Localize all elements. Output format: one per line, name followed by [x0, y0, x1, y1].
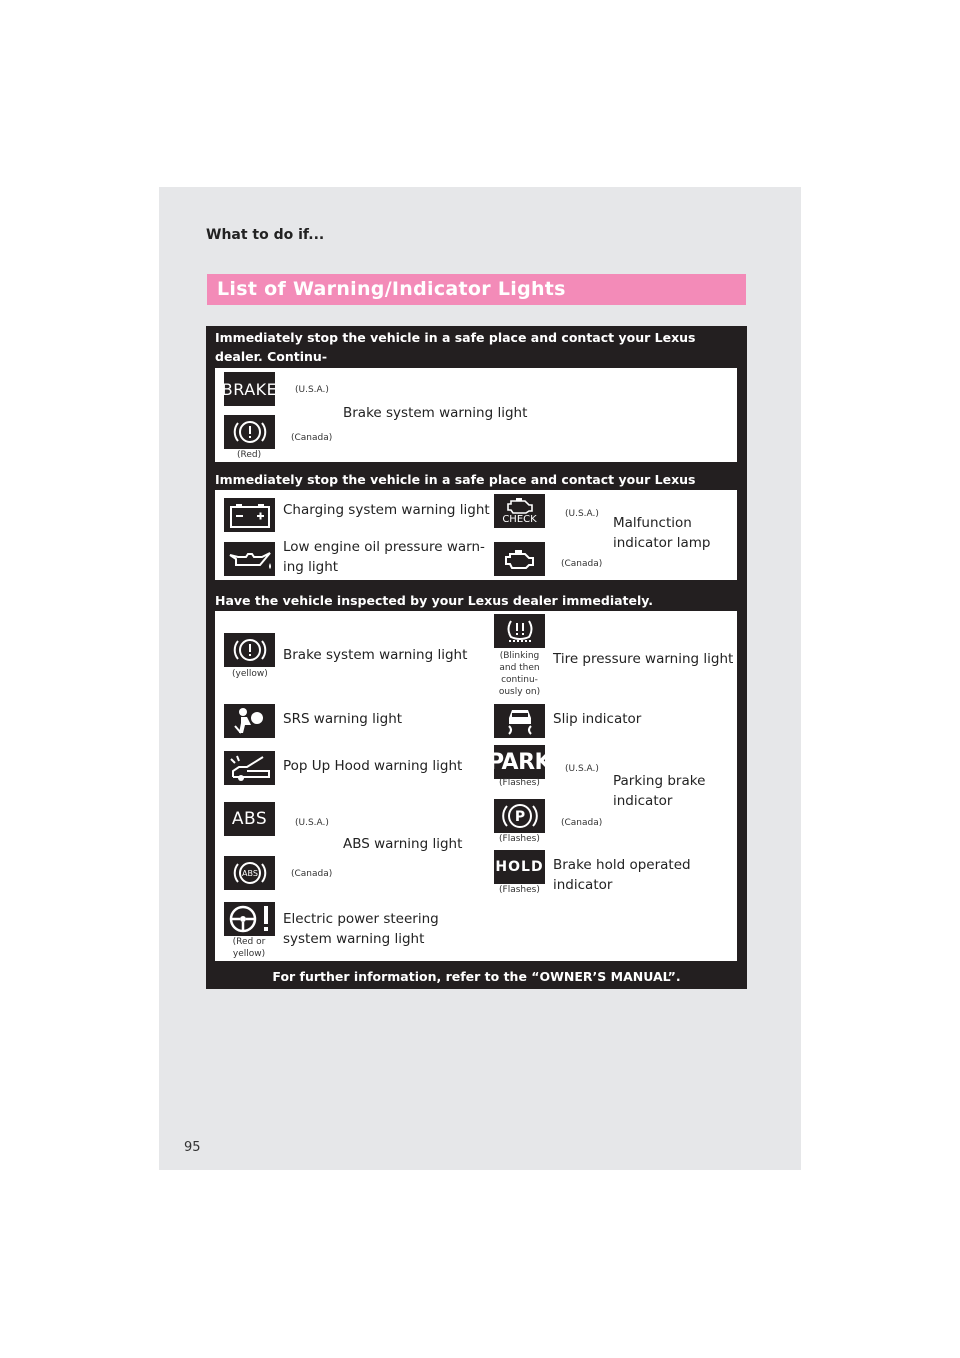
- hold-text: HOLD: [495, 859, 544, 875]
- power-steering-icon: [224, 902, 275, 936]
- brake-system-label-2: Brake system warning light: [283, 647, 468, 663]
- brake-system-label: Brake system warning light: [343, 405, 528, 421]
- charging-label: Charging system warning light: [283, 502, 490, 518]
- park-text: PARK: [487, 749, 552, 775]
- brake-warning-icon: [224, 415, 275, 449]
- note-canada: (Canada): [561, 559, 603, 569]
- tire-pressure-icon: [494, 614, 545, 648]
- note-red-or-yellow-line1: (Red or: [232, 937, 266, 947]
- oil-pressure-icon: [224, 542, 275, 576]
- section-title-bar: [207, 274, 746, 305]
- note-canada: (Canada): [291, 433, 333, 443]
- battery-icon: [224, 498, 275, 532]
- note-red: (Red): [237, 450, 262, 460]
- note-usa: (U.S.A.): [565, 764, 599, 774]
- abs-label: ABS warning light: [343, 836, 463, 852]
- note-red-or-yellow: [227, 936, 271, 960]
- note-yellow: (yellow): [232, 669, 268, 679]
- pop-up-hood-icon: [224, 751, 275, 785]
- parking-brake-icon: [494, 799, 545, 833]
- note-usa: (U.S.A.): [295, 385, 329, 395]
- oil-pressure-label-line2: ing light: [283, 559, 339, 575]
- abs-small-text: ABS: [241, 869, 258, 878]
- warning-lights-panel: [206, 326, 747, 989]
- section-title: List of Warning/Indicator Lights: [217, 278, 566, 300]
- srs-label: SRS warning light: [283, 711, 403, 727]
- hold-text-icon: [494, 850, 545, 884]
- note-red-or-yellow-line2: yellow): [232, 949, 266, 959]
- note-blinking: [494, 650, 545, 698]
- note-flashes: (Flashes): [499, 834, 540, 844]
- brake-hold-label: Brake hold operated indicator: [553, 857, 691, 893]
- power-steering-label: [283, 909, 439, 949]
- p-letter: P: [514, 809, 525, 825]
- slip-indicator-icon: [494, 704, 545, 738]
- slip-label: Slip indicator: [553, 711, 642, 727]
- note-flashes: (Flashes): [499, 778, 540, 788]
- section-1-box: [215, 368, 737, 462]
- note-blinking-line4: ously on): [498, 687, 541, 697]
- srs-airbag-icon: [224, 704, 275, 738]
- section-1-heading-line1: Immediately stop the vehicle in a safe place and contact your Lexus dealer. Continu-: [215, 330, 696, 364]
- check-engine-icon: [494, 494, 545, 528]
- abs-text: ABS: [231, 809, 268, 829]
- tire-pressure-label: Tire pressure warning light: [553, 651, 734, 667]
- section-3-box: [215, 611, 737, 961]
- check-text: CHECK: [502, 514, 537, 525]
- brake-text: BRAKE: [221, 379, 278, 399]
- parking-brake-label-line2: indicator: [613, 793, 673, 809]
- malfunction-label: [613, 513, 710, 553]
- note-usa: (U.S.A.): [565, 509, 599, 519]
- note-blinking-line3: continu-: [501, 675, 538, 685]
- note-canada: (Canada): [561, 818, 603, 828]
- section-2-heading: Immediately stop the vehicle in a safe place and contact your Lexus: [215, 472, 696, 487]
- park-text-icon: [487, 745, 552, 779]
- power-steering-label-line2: system warning light: [283, 931, 425, 947]
- note-blinking-line2: and then: [499, 663, 540, 673]
- abs-circle-icon: [224, 856, 275, 890]
- power-steering-label-line1: Electric power steering: [283, 911, 439, 927]
- pop-up-hood-label: Pop Up Hood warning light: [283, 758, 463, 774]
- oil-pressure-label-line1: Low engine oil pressure warn-: [283, 539, 485, 555]
- brake-text-icon: [221, 372, 278, 406]
- engine-icon: [494, 542, 545, 576]
- note-canada: (Canada): [291, 869, 333, 879]
- note-blinking-line1: (Blinking: [499, 651, 540, 661]
- section-3-heading: Have the vehicle inspected by your Lexus dealer immediately.: [215, 593, 654, 608]
- note-usa: (U.S.A.): [295, 818, 329, 828]
- malfunction-label-line1: Malfunction: [613, 515, 692, 531]
- malfunction-label-line2: indicator lamp: [613, 535, 711, 551]
- abs-text-icon: [224, 802, 275, 836]
- parking-brake-label: [613, 771, 705, 811]
- running-head: What to do if...: [206, 227, 325, 243]
- brake-warning-icon: [224, 633, 275, 667]
- note-flashes: (Flashes): [499, 885, 540, 895]
- section-2-box: [215, 490, 737, 580]
- parking-brake-label-line1: Parking brake: [613, 773, 706, 789]
- footer-note: For further information, refer to the “OWNER’S MANUAL”.: [272, 969, 681, 984]
- oil-pressure-label: [283, 537, 485, 577]
- page-number: 95: [184, 1140, 201, 1155]
